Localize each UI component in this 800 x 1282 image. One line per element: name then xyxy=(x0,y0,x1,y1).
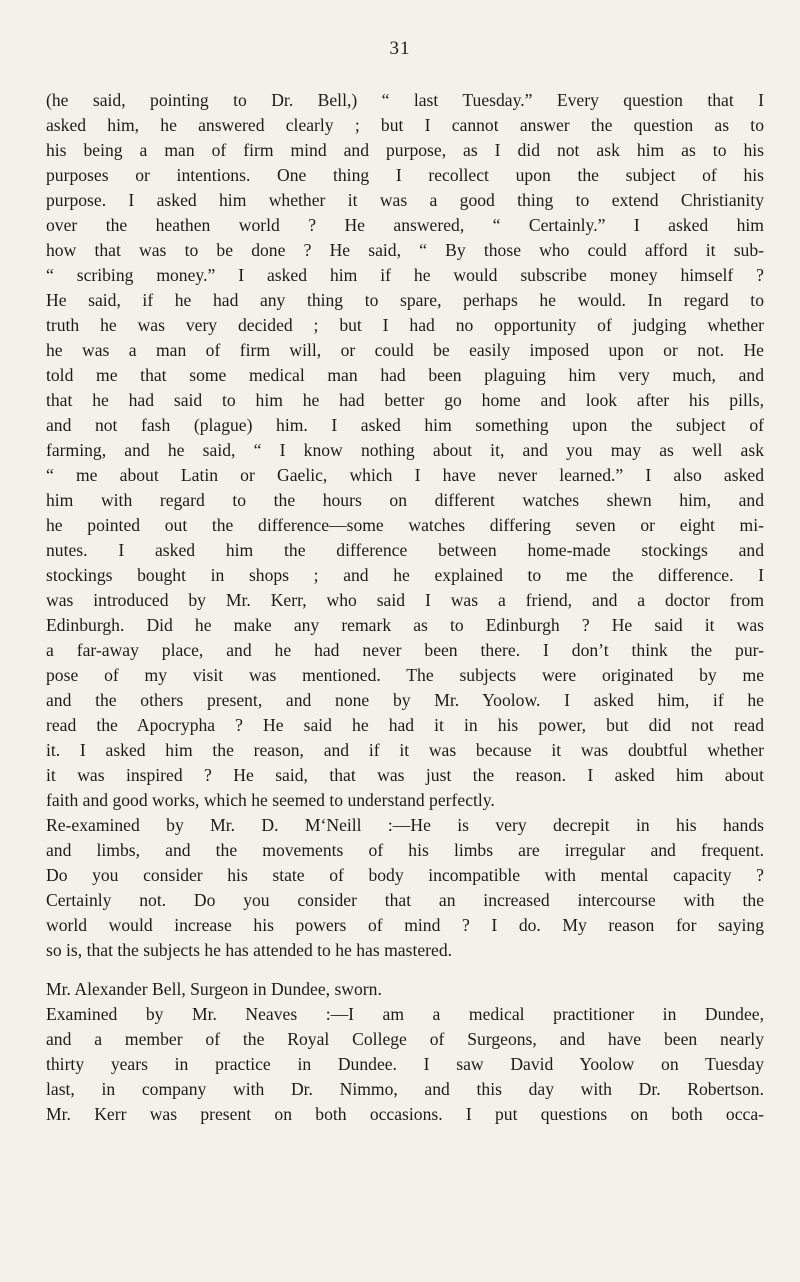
text-line: asked him, he answered clearly ; but I cannot answer the question as to xyxy=(46,115,764,135)
paragraph-gap xyxy=(46,963,764,977)
text-line: last, in company with Dr. Nimmo, and this day with Dr. Robertson. xyxy=(46,1079,764,1099)
text-line: He said, if he had any thing to spare, perhaps he would. In regard to xyxy=(46,290,764,310)
text-line: pose of my visit was mentioned. The subjects were originated by me xyxy=(46,665,764,685)
text-line: told me that some medical man had been plaguing him very much, and xyxy=(46,365,764,385)
text-line: over the heathen world ? He answered, “ Certainly.” I asked him xyxy=(46,215,764,235)
text-line: so is, that the subjects he has attended to he has mastered. xyxy=(46,940,453,960)
text-line: Edinburgh. Did he make any remark as to Edinburgh ? He said it was xyxy=(46,615,764,635)
text-line: it was inspired ? He said, that was just the reason. I asked him about xyxy=(46,765,764,785)
text-line: truth he was very decided ; but I had no opportunity of judging whether xyxy=(46,315,764,335)
body-text xyxy=(46,88,764,1127)
text-line: that he had said to him he had better go home and look after his pills, xyxy=(46,390,764,410)
text-line: Certainly not. Do you consider that an increased intercourse with the xyxy=(46,890,764,910)
text-line: purpose. I asked him whether it was a good thing to extend Christianity xyxy=(46,190,764,210)
text-line: Do you consider his state of body incompatible with mental capacity ? xyxy=(46,865,764,885)
text-line: and not fash (plague) him. I asked him something upon the subject of xyxy=(46,415,764,435)
page-number: 31 xyxy=(389,38,411,59)
text-line: farming, and he said, “ I know nothing about it, and you may as well ask xyxy=(46,440,764,460)
text-line: faith and good works, which he seemed to understand perfectly. xyxy=(46,790,495,810)
text-line: read the Apocrypha ? He said he had it in his power, but did not read xyxy=(46,715,764,735)
text-line: a far-away place, and he had never been there. I don’t think the pur- xyxy=(46,640,764,660)
text-line: it. I asked him the reason, and if it was because it was doubtful whether xyxy=(46,740,764,760)
witness-heading: Mr. Alexander Bell, Surgeon in Dundee, sworn. xyxy=(46,979,382,999)
text-line: Mr. Kerr was present on both occasions. I put questions on both occa- xyxy=(46,1104,764,1124)
text-line: was introduced by Mr. Kerr, who said I was a friend, and a doctor from xyxy=(46,590,764,610)
text-line: Examined by Mr. Neaves :—I am a medical practitioner in Dundee, xyxy=(46,1004,764,1024)
text-line: him with regard to the hours on different watches shewn him, and xyxy=(46,490,764,510)
text-line: his being a man of firm mind and purpose, as I did not ask him as to his xyxy=(46,140,764,160)
text-line: Re-examined by Mr. D. M‘Neill :—He is very decrepit in his hands xyxy=(46,815,764,835)
text-line: “ scribing money.” I asked him if he would subscribe money himself ? xyxy=(46,265,764,285)
text-line: world would increase his powers of mind ? I do. My reason for saying xyxy=(46,915,764,935)
text-line: nutes. I asked him the difference between home-made stockings and xyxy=(46,540,764,560)
text-line: stockings bought in shops ; and he explained to me the difference. I xyxy=(46,565,764,585)
text-line: he pointed out the difference—some watches differing seven or eight mi- xyxy=(46,515,764,535)
text-line: he was a man of firm will, or could be easily imposed upon or not. He xyxy=(46,340,764,360)
text-line: (he said, pointing to Dr. Bell,) “ last Tuesday.” Every question that I xyxy=(46,90,764,110)
text-line: “ me about Latin or Gaelic, which I have never learned.” I also asked xyxy=(46,465,764,485)
text-line: and limbs, and the movements of his limbs are irregular and frequent. xyxy=(46,840,764,860)
text-line: purposes or intentions. One thing I recollect upon the subject of his xyxy=(46,165,764,185)
text-line: thirty years in practice in Dundee. I saw David Yoolow on Tuesday xyxy=(46,1054,764,1074)
text-line: how that was to be done ? He said, “ By those who could afford it sub- xyxy=(46,240,764,260)
text-line: and a member of the Royal College of Surgeons, and have been nearly xyxy=(46,1029,764,1049)
text-line: and the others present, and none by Mr. Yoolow. I asked him, if he xyxy=(46,690,764,710)
